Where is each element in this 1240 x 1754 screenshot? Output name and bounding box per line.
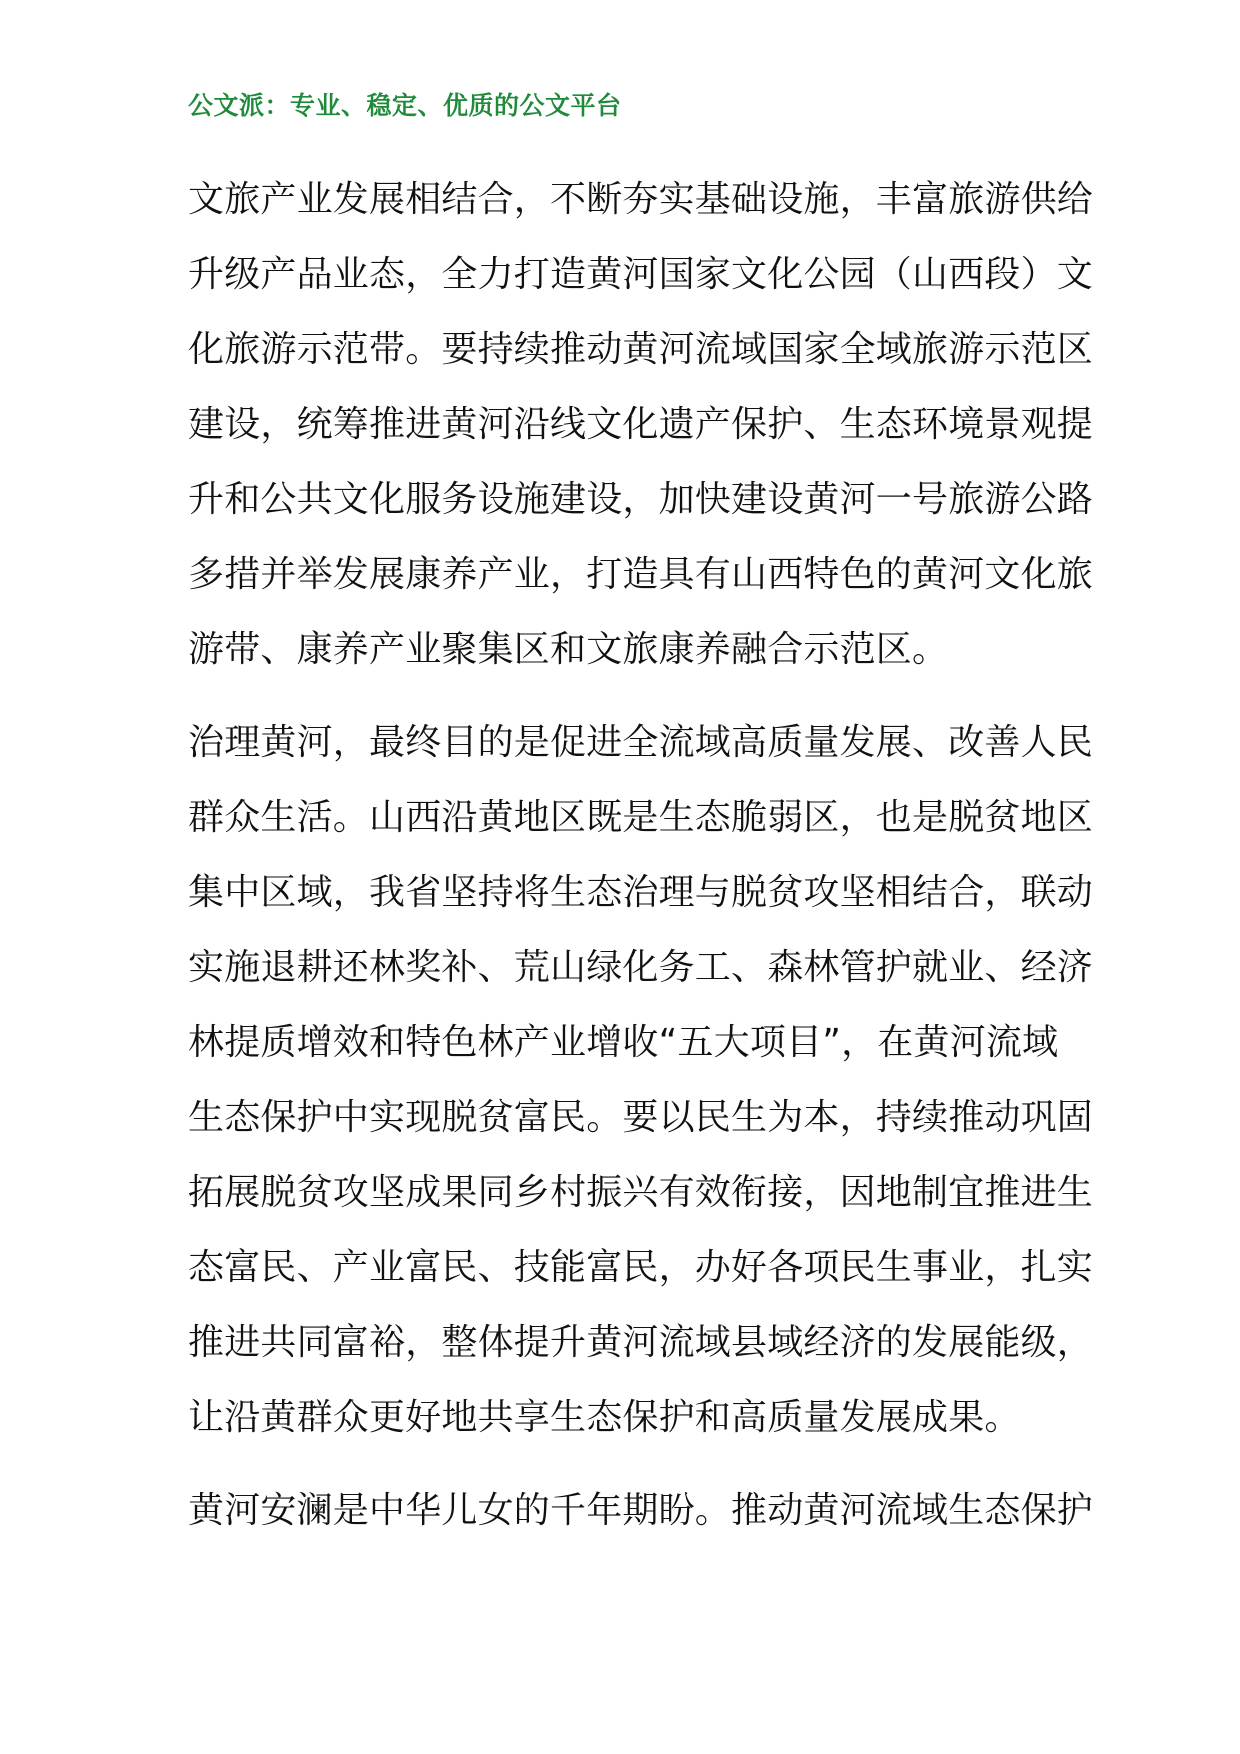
text-line: 化旅游示范带。要持续推动黄河流域国家全域旅游示范区: [188, 329, 1094, 370]
text-line: 生态保护中实现脱贫富民。要以民生为本，持续推动巩固: [188, 1097, 1094, 1138]
text-line: 集中区域，我省坚持将生态治理与脱贫攻坚相结合，联动: [188, 872, 1094, 913]
text-line: 建设，统筹推进黄河沿线文化遗产保护、生态环境景观提: [188, 404, 1094, 445]
text-line: 升级产品业态，全力打造黄河国家文化公园（山西段）文: [188, 254, 1094, 295]
text-line: 多措并举发展康养产业，打造具有山西特色的黄河文化旅: [188, 554, 1094, 595]
text-line: 黄河安澜是中华儿女的千年期盼。推动黄河流域生态保护: [188, 1490, 1094, 1531]
text-line: 拓展脱贫攻坚成果同乡村振兴有效衔接，因地制宜推进生: [188, 1172, 1094, 1213]
text-line: 实施退耕还林奖补、荒山绿化务工、森林管护就业、经济: [188, 947, 1094, 988]
paragraph-2: [188, 705, 1094, 1455]
text-line: 治理黄河，最终目的是促进全流域高质量发展、改善人民: [188, 722, 1094, 763]
text-line: 推进共同富裕，整体提升黄河流域县域经济的发展能级，: [188, 1322, 1094, 1363]
text-line: 群众生活。山西沿黄地区既是生态脆弱区，也是脱贫地区: [188, 797, 1094, 838]
header-banner: 公文派：专业、稳定、优质的公文平台: [188, 91, 622, 120]
paragraph-3: [188, 1473, 1094, 1548]
text-line: 文旅产业发展相结合，不断夯实基础设施，丰富旅游供给: [188, 179, 1094, 220]
paragraph-1: [188, 162, 1094, 687]
text-line: 态富民、产业富民、技能富民，办好各项民生事业，扎实: [188, 1247, 1094, 1288]
text-line: 让沿黄群众更好地共享生态保护和高质量发展成果。: [188, 1397, 1021, 1438]
text-line: 升和公共文化服务设施建设，加快建设黄河一号旅游公路: [188, 479, 1094, 520]
document-body: [188, 162, 1094, 1566]
text-line: 游带、康养产业聚集区和文旅康养融合示范区。: [188, 629, 949, 670]
text-line: 林提质增效和特色林产业增收“五大项目”，在黄河流域: [188, 1022, 1059, 1063]
